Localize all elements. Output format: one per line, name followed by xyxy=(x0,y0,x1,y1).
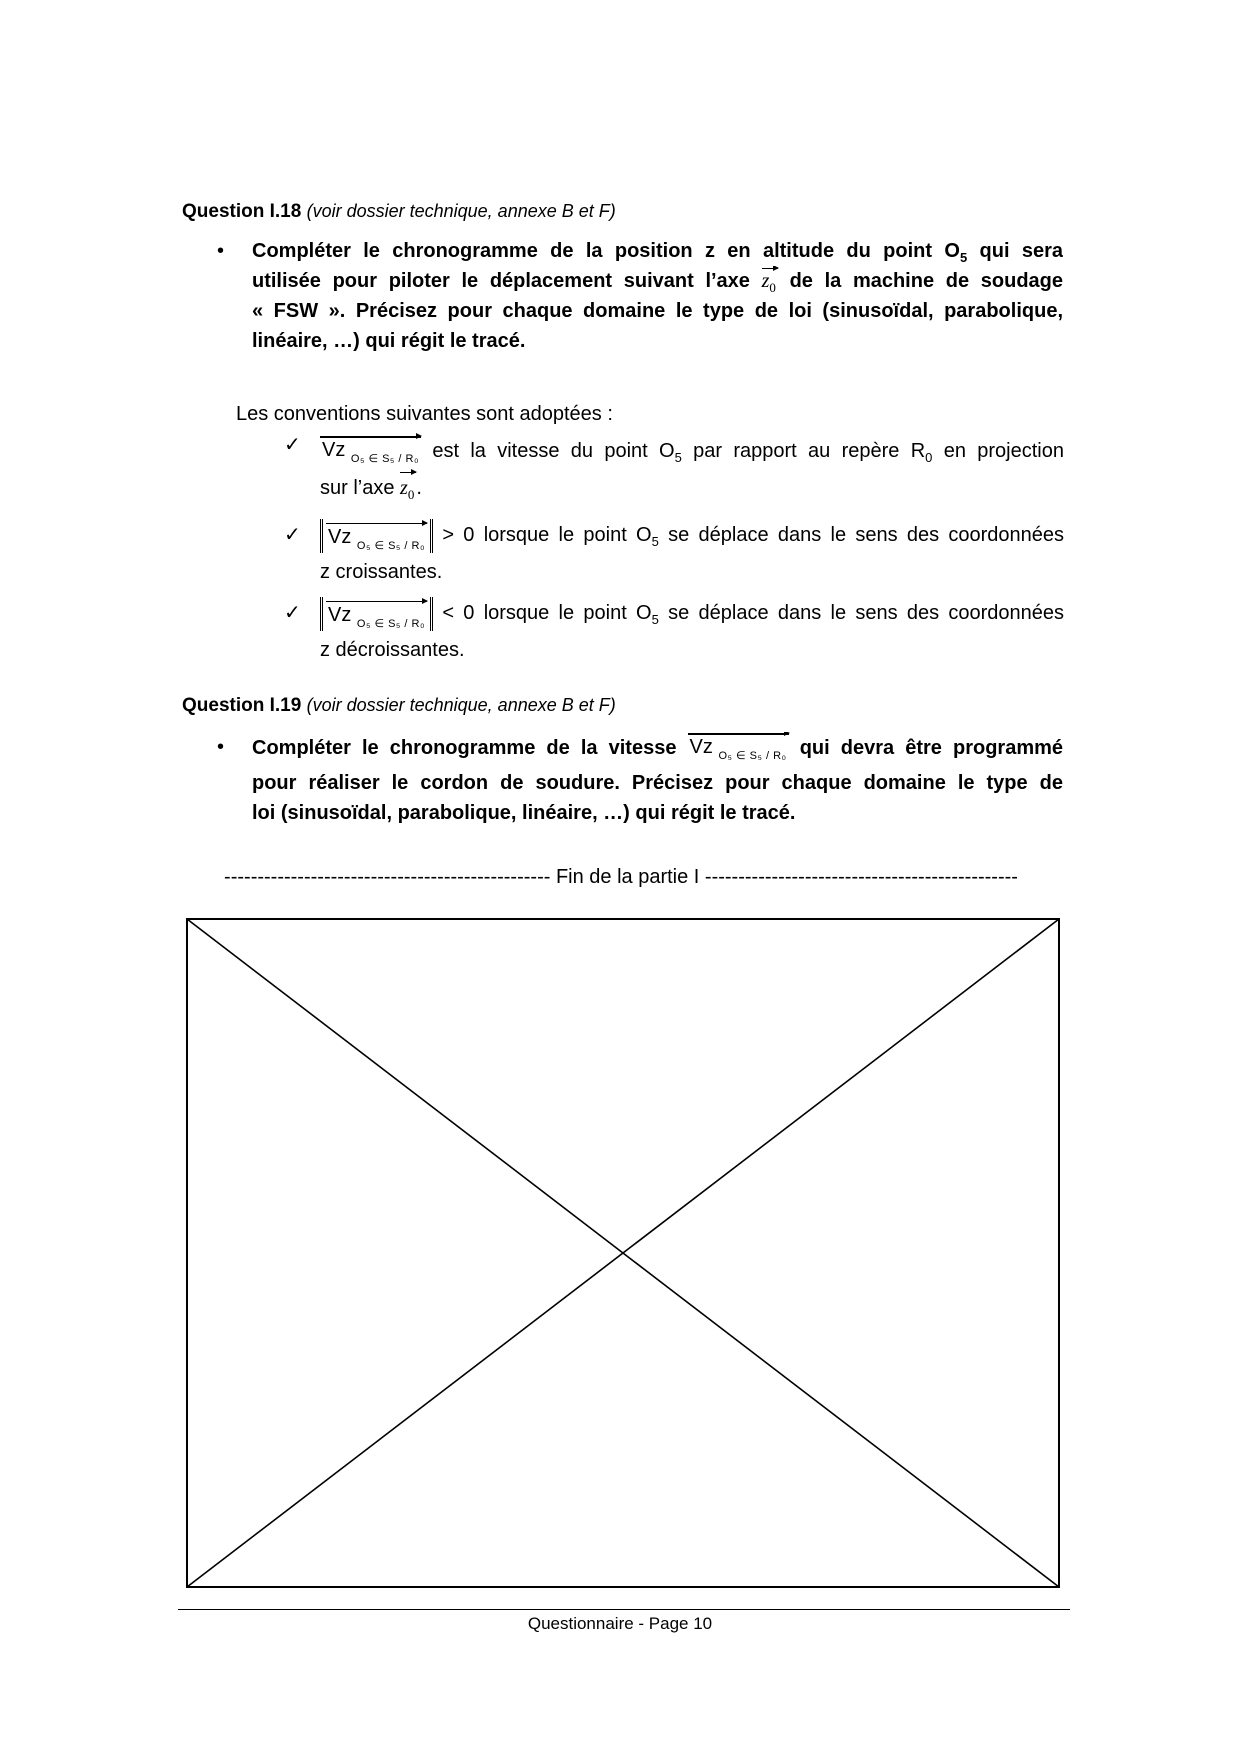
question-19-line-2: pour réaliser le cordon de soudure. Précisez pour chaque domaine le type de xyxy=(252,772,1063,794)
velocity-norm: Vz $_{O_5 \in S_5 / R_0}$ xyxy=(320,519,433,553)
checkmark-icon: ✓ xyxy=(284,522,301,546)
checkmark-icon: ✓ xyxy=(284,600,301,624)
z0-axis-vector: $z_0$ xyxy=(400,470,416,508)
velocity-vector: Vz $_{O_5 \in S_5 / R_0}$ xyxy=(320,438,421,465)
question-19-heading xyxy=(182,693,616,718)
document-page: Question I.18 (voir dossier technique, annexe B et F) • Compléter le chronogramme de la position z en altitude du point $O_5$ qui sera utilisée pour piloter le déplacement suivant l’axe $z_0$ de la machine de soudage « FSW ». Précisez pour chaque domaine le type de loi (sinusoïdal, parabolique, linéaire, …) qui régit le tracé. Les conventions suivantes sont adoptées : ✓ Vz $_{O_5 \in S_5 / R_0}$ est la vitesse du point $O_5$ par rapport au repère $R_0$ en projection sur l’axe $z_0$ . ✓ Vz $_{O_5 \in S_5 / R_0}$ > 0 lorsque le point $O_5$ se déplace dans le sens des coordonnées z croissantes. ✓ Vz $_{O_5 \in S_5 / R_0}$ < 0 lorsque le point $O_5$ se déplace dans le sens des coordonnées z décroissantes. Question I.19 (voir dossier technique, annexe B et F) • Compléter le chronogramme de la vitesse Vz $_{O_5 \in S_5 / R_0}$ qui devra être programmé pour réaliser le cordon de soudure. Précisez pour chaque domaine le type de loi (sinusoïdal, parabolique, linéaire, …) qui régit le tracé. ------------------------------------------------- Fin de la partie I ----------------------------------------------- Questionnaire - Page 10 xyxy=(0,0,1240,1754)
bullet-icon: • xyxy=(217,736,225,758)
bullet-icon: • xyxy=(217,240,225,262)
question-18-line-2: utilisée pour piloter le déplacement suivant l’axe $z_0$ de la machine de soudage xyxy=(252,266,1063,296)
question-18-line-1: Compléter le chronogramme de la position z en altitude du point $O_5$ qui sera xyxy=(252,240,1063,265)
question-18-heading xyxy=(182,199,616,224)
conventions-intro: Les conventions suivantes sont adoptées : xyxy=(236,403,613,425)
z0-axis-vector: $z_0$ xyxy=(761,270,776,295)
footer-rule xyxy=(178,1609,1070,1610)
question-18-reference: (voir dossier technique, annexe B et F) xyxy=(306,201,616,221)
question-19-line-3: loi (sinusoïdal, parabolique, linéaire, …) qui régit le tracé. xyxy=(252,802,796,824)
checkmark-icon: ✓ xyxy=(284,432,301,456)
question-19-title: Question I.19 xyxy=(182,695,302,716)
velocity-norm: Vz $_{O_5 \in S_5 / R_0}$ xyxy=(320,597,433,631)
question-18-line-3: « FSW ». Précisez pour chaque domaine le type de loi (sinusoïdal, parabolique, xyxy=(252,300,1063,322)
question-19-reference: (voir dossier technique, annexe B et F) xyxy=(306,695,616,715)
velocity-vector: Vz $_{O_5 \in S_5 / R_0}$ xyxy=(688,735,789,762)
question-19-line-1: Compléter le chronogramme de la vitesse Vz $_{O_5 \in S_5 / R_0}$ qui devra être programmé xyxy=(252,732,1063,768)
page-footer: Questionnaire - Page 10 xyxy=(527,1614,713,1633)
end-of-part-marker: ------------------------------------------------- Fin de la partie I ----------------------------------------------- xyxy=(224,866,1018,888)
crossed-out-figure xyxy=(186,918,1060,1588)
question-18-line-4: linéaire, …) qui régit le tracé. xyxy=(252,330,526,352)
question-18-title: Question I.18 xyxy=(182,201,302,222)
